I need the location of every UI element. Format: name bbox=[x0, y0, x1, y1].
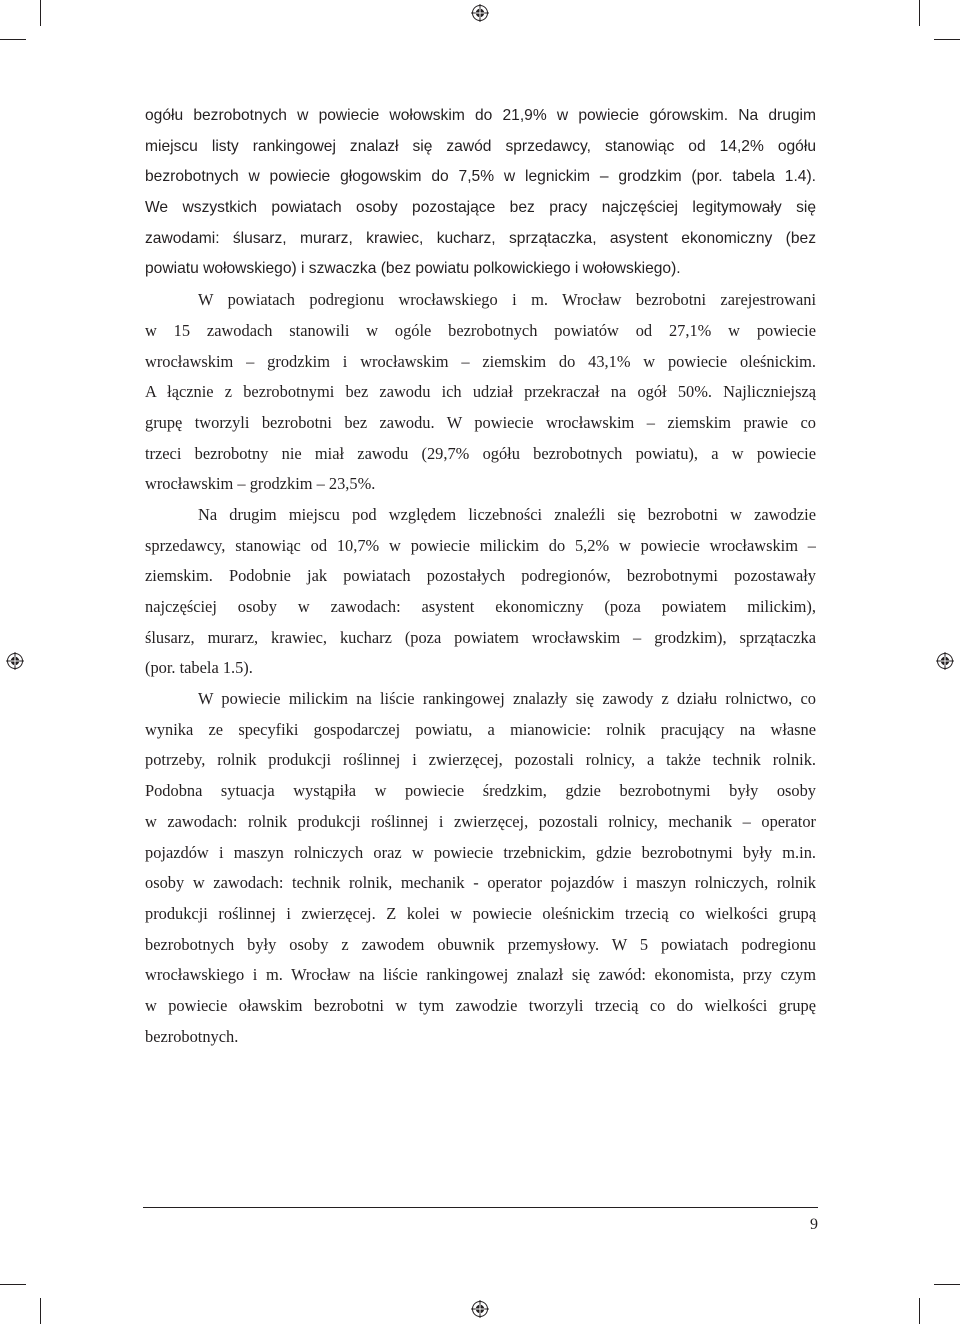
text-line: (por. tabela 1.5). bbox=[145, 658, 253, 678]
text-line: trzeci bezrobotny nie miał zawodu (29,7% ogółu bezrobotnych powiatu), a w powiecie bbox=[145, 443, 816, 463]
text-line: bezrobotnych. bbox=[145, 1026, 239, 1046]
crop-mark-top-right-horizontal bbox=[934, 39, 960, 40]
text-line: w 15 zawodach stanowili w ogóle bezrobotnych powiatów od 27,1% w powiecie bbox=[145, 320, 816, 340]
text-line: w zawodach: rolnik produkcji roślinnej i zwierzęcej, pozostali rolnicy, mechanik – operator bbox=[145, 811, 816, 831]
text-line: bezrobotnych były osoby z zawodem obuwnik przemysłowy. W 5 powiatach podregionu bbox=[145, 934, 816, 954]
registration-mark-icon bbox=[936, 652, 954, 670]
text-line: produkcji roślinnej i zwierzęcej. Z kolei w powiecie oleśnickim trzecią co wielkości grupą bbox=[145, 903, 816, 923]
text-line: wynika ze specyfiki gospodarczej powiatu, a mianowicie: rolnik pracujący na własne bbox=[145, 719, 816, 739]
text-line: zawodami: ślusarz, murarz, krawiec, kucharz, sprzątaczka, asystent ekonomiczny (bez bbox=[145, 229, 816, 247]
registration-mark-icon bbox=[6, 652, 24, 670]
crop-mark-bottom-right-horizontal bbox=[934, 1284, 960, 1285]
text-line: A łącznie z bezrobotnymi bez zawodu ich udział przekraczał na ogół 50%. Najliczniejszą bbox=[145, 382, 816, 402]
text-line: ogółu bezrobotnych w powiecie wołowskim do 21,9% w powiecie górowskim. Na drugim bbox=[145, 107, 816, 124]
page-number: 9 bbox=[810, 1216, 818, 1233]
text-line: W powiatach podregionu wrocławskiego i m. Wrocław bezrobotni zarejestrowani bbox=[198, 290, 816, 310]
text-line: powiatu wołowskiego) i szwaczka (bez powiatu polkowickiego i wołowskiego). bbox=[145, 260, 681, 278]
body-text bbox=[145, 101, 816, 1052]
footer-rule bbox=[143, 1207, 818, 1208]
crop-mark-top-left-horizontal bbox=[0, 39, 26, 40]
text-line: grupę tworzyli bezrobotni bez zawodu. W powiecie wrocławskim – ziemskim prawie co bbox=[145, 412, 816, 432]
crop-mark-top-left-vertical bbox=[40, 0, 41, 26]
text-line: wrocławskim – grodzkim – 23,5%. bbox=[145, 474, 376, 494]
text-line: Na drugim miejscu pod względem liczebności znaleźli się bezrobotni w zawodzie bbox=[198, 504, 816, 524]
registration-mark-icon bbox=[471, 1300, 489, 1318]
text-line: wrocławskim – grodzkim i wrocławskim – ziemskim do 43,1% w powiecie oleśnickim. bbox=[145, 351, 816, 371]
text-line: ślusarz, murarz, krawiec, kucharz (poza powiatem wrocławskim – grodzkim), sprzątaczka bbox=[145, 627, 816, 647]
registration-mark-icon bbox=[471, 4, 489, 22]
text-line: pojazdów i maszyn rolniczych oraz w powiecie trzebnickim, gdzie bezrobotnymi były m.in. bbox=[145, 842, 816, 862]
text-line: miejscu listy rankingowej znalazł się zawód sprzedawcy, stanowiąc od 14,2% ogółu bbox=[145, 137, 816, 155]
text-line: potrzeby, rolnik produkcji roślinnej i zwierzęcej, pozostali rolnicy, a także technik rolnik. bbox=[145, 750, 816, 770]
text-line: bezrobotnych w powiecie głogowskim do 7,5% w legnickim – grodzkim (por. tabela 1.4). bbox=[145, 168, 816, 186]
text-line: osoby w zawodach: technik rolnik, mechanik - operator pojazdów i maszyn rolniczych, rolnik bbox=[145, 873, 816, 893]
crop-mark-bottom-right-vertical bbox=[919, 1298, 920, 1324]
text-line: wrocławskiego i m. Wrocław na liście rankingowej znalazł się zawód: ekonomista, przy czym bbox=[145, 965, 816, 985]
text-line: We wszystkich powiatach osoby pozostające bez pracy najczęściej legitymowały się bbox=[145, 199, 816, 217]
crop-mark-bottom-left-vertical bbox=[40, 1298, 41, 1324]
text-line: Podobna sytuacja wystąpiła w powiecie średzkim, gdzie bezrobotnymi były osoby bbox=[145, 781, 816, 801]
text-line: W powiecie milickim na liście rankingowej znalazły się zawody z działu rolnictwo, co bbox=[198, 689, 816, 709]
text-line: w powiecie oławskim bezrobotni w tym zawodzie tworzyli trzecią co do wielkości grupę bbox=[145, 995, 816, 1015]
text-line: ziemskim. Podobnie jak powiatach pozostałych podregionów, bezrobotnymi pozostawały bbox=[145, 566, 816, 586]
text-line: najczęściej osoby w zawodach: asystent ekonomiczny (poza powiatem milickim), bbox=[145, 597, 816, 616]
text-line: sprzedawcy, stanowiąc od 10,7% w powiecie milickim do 5,2% w powiecie wrocławskim – bbox=[145, 535, 816, 555]
crop-mark-bottom-left-horizontal bbox=[0, 1284, 26, 1285]
crop-mark-top-right-vertical bbox=[919, 0, 920, 26]
